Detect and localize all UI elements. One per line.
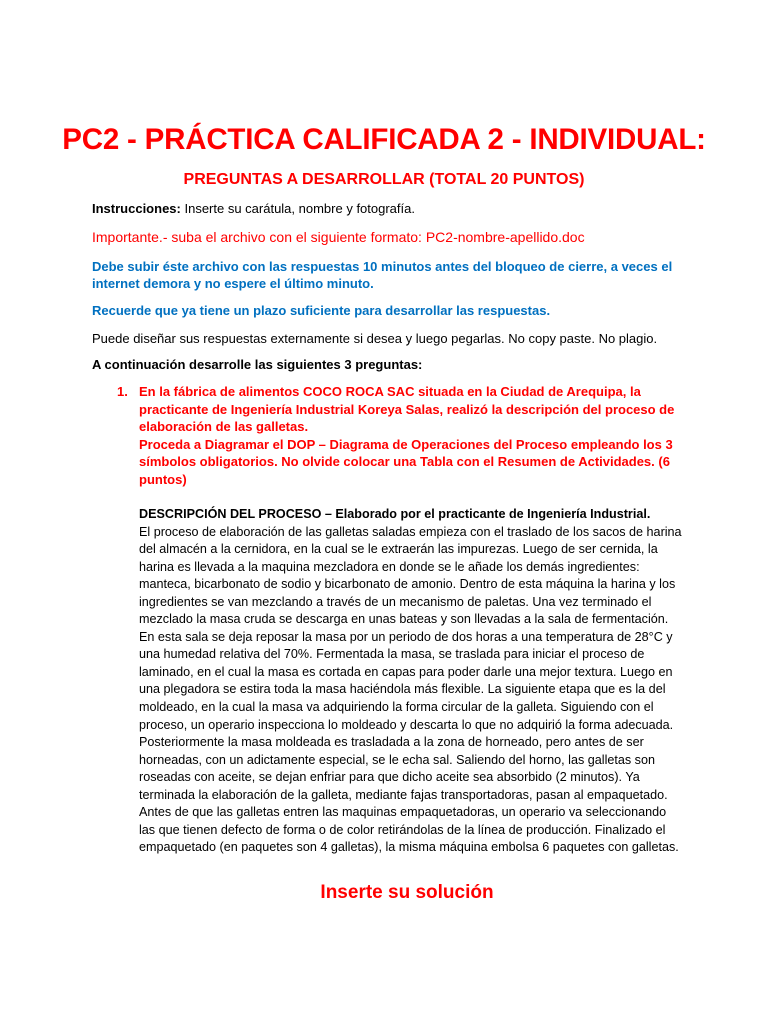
question-block [139, 383, 684, 489]
question-number: 1. [117, 384, 128, 399]
question-task: Proceda a Diagramar el DOP – Diagrama de Operaciones del Proceso empleando los 3 símbolos obligatorios. No olvide colocar una Tabla con el Resumen de Actividades. (6 puntos) [139, 436, 673, 487]
page-title: PC2 - PRÁCTICA CALIFICADA 2 - INDIVIDUAL: [62, 123, 706, 156]
process-description [139, 506, 684, 857]
instructions-label: Instrucciones: [92, 201, 181, 216]
page-subtitle: PREGUNTAS A DESARROLLAR (TOTAL 20 PUNTOS) [183, 171, 585, 188]
description-body: El proceso de elaboración de las galletas saladas empieza con el traslado de los sacos de harina del almacén a la cernidora, en la cual se le extraerán las impurezas. Luego de ser cernida, la harina es llevada a la maquina mezcladora en donde se le añade los demás ingredientes: manteca, bicarbonato de sodio y bicarbonato de amonio. Dentro de esta máquina la harina y los ingredientes se van mezclando a través de un mecanismo de paletas. Una vez terminado el mezclado la masa cruda se descarga en unas bateas y son llevadas a la sala de fermentación. En esta sala se deja reposar la masa por un periodo de dos horas a una temperatura de 28°C y una humedad relativa del 70%. Fermentada la masa, se traslada para iniciar el proceso de laminado, en el cual la masa es cortada en capas para poder darle una mejor textura. Luego en una plegadora se estira toda la masa haciéndola más flexible. La siguiente etapa que es la del moldeado, en la cual la masa va adquiriendo la forma circular de la galleta. Siguiendo con el proceso, un operario inspecciona lo moldeado y descarta lo que no adquirió la forma adecuada. Posteriormente la masa moldeada es trasladada a la zona de horneado, pero antes de ser horneadas, con un adictamente especial, se le echa sal. Saliendo del horno, las galletas son roseadas con aceite, se dejan enfriar para que dicho aceite sea absorbido (2 minutos). Ya terminada la elaboración de la galleta, mediante fajas transportadoras, pasan al empaquetado. Antes de que las galletas entren las maquinas empaquetadoras, un operario va seleccionando las que tienen defecto de forma o de color retirándolas de la línea de producción. Finalizado el empaquetado (en paquetes son 4 galletas), la misma máquina embolsa 6 paquetes con galletas. [139, 524, 682, 855]
instructions-text: Inserte su carátula, nombre y fotografía. [180, 201, 415, 216]
reminder-notice: Recuerde que ya tiene un plazo suficiente para desarrollar las respuestas. [92, 303, 551, 318]
design-note: Puede diseñar sus respuestas externamente si desea y luego pegarlas. No copy paste. No plagio. [92, 331, 658, 346]
intro-paragraph: A continuación desarrolle las siguientes 3 preguntas: [92, 357, 423, 372]
important-notice: Importante.- suba el archivo con el siguiente formato: PC2-nombre-apellido.doc [92, 229, 585, 245]
instructions-paragraph [92, 200, 692, 217]
question-text: En la fábrica de alimentos COCO ROCA SAC situada en la Ciudad de Arequipa, la practicante de Ingeniería Industrial Koreya Salas, realizó la descripción del proceso de elaboración de las galletas. [139, 384, 675, 435]
description-heading: DESCRIPCIÓN DEL PROCESO – Elaborado por el practicante de Ingeniería Industrial. [139, 507, 651, 521]
solution-prompt: Inserte su solución [320, 882, 494, 903]
upload-notice: Debe subir éste archivo con las respuestas 10 minutos antes del bloqueo de cierre, a veces el internet demora y no espere el último minuto. [92, 259, 673, 291]
